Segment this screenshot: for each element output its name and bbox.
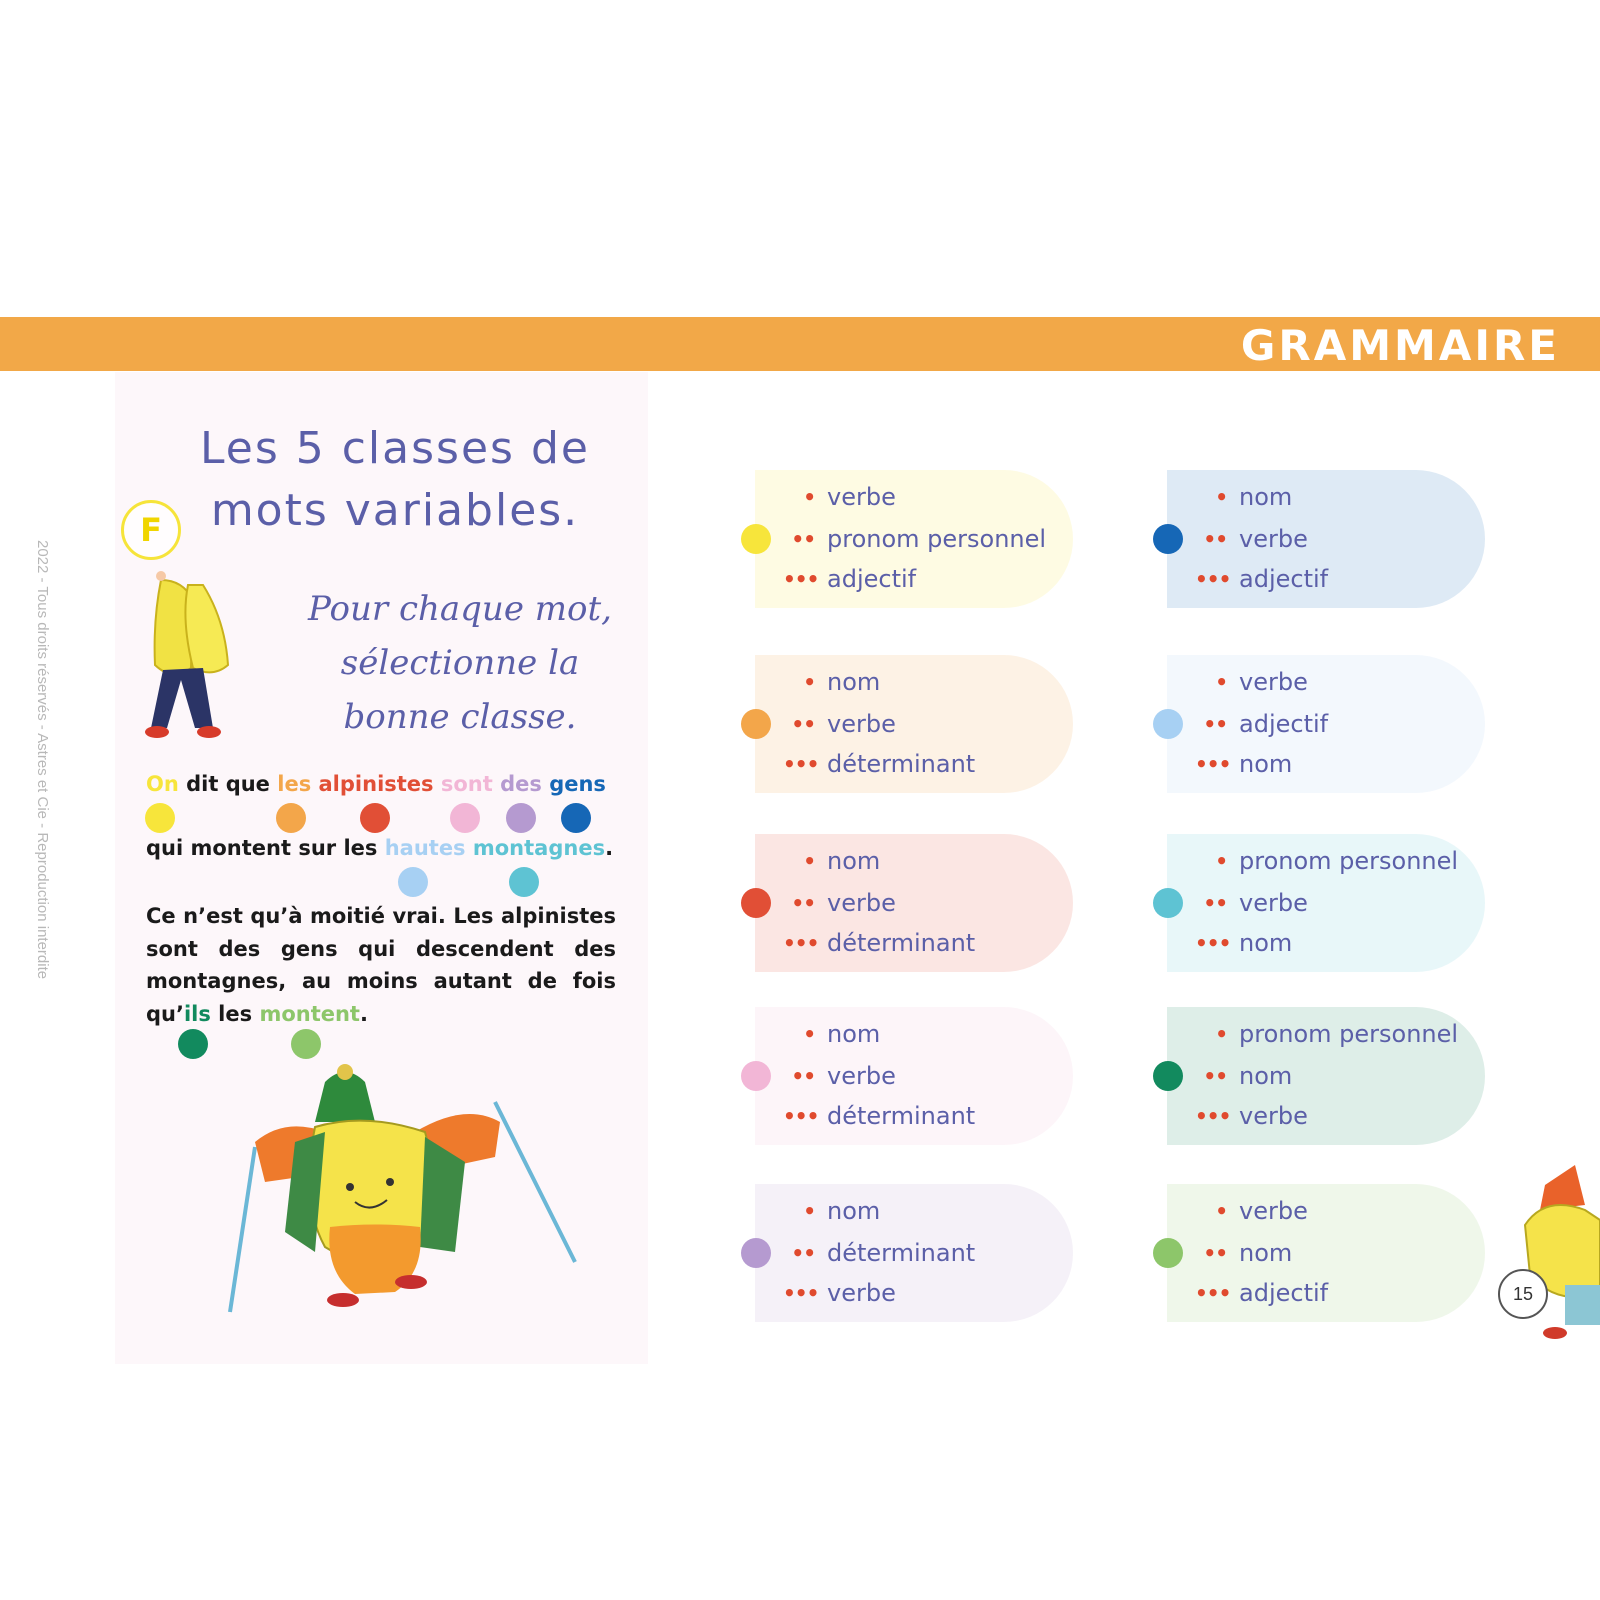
option-bullet: •• [1203, 527, 1227, 551]
example-paragraph [146, 900, 616, 1030]
paragraph-text: Ce n’est qu’à moitié vrai. Les alpinistes sont des gens qui descendent des montagnes, au moins autant de fois qu’ [146, 904, 616, 1026]
lesson-title-line2: mots variables. [210, 485, 580, 536]
option-bullet: • [1215, 1022, 1227, 1046]
answer-option[interactable] [1195, 482, 1292, 512]
answer-option[interactable] [783, 482, 896, 512]
option-label: verbe [827, 483, 896, 511]
option-label: déterminant [827, 750, 976, 778]
option-bullet: •• [1203, 712, 1227, 736]
answer-option[interactable] [783, 846, 880, 876]
option-bullet: •• [1203, 891, 1227, 915]
option-label: pronom personnel [1239, 847, 1459, 875]
instruction-text [295, 582, 625, 744]
color-marker-lightgreen [1153, 1238, 1183, 1268]
color-marker-orange [741, 709, 771, 739]
instruction-line1: Pour chaque mot, [308, 589, 612, 629]
color-marker-pink [741, 1061, 771, 1091]
space [493, 772, 500, 796]
option-bullet: • [803, 1199, 815, 1223]
option-bullet: • [1215, 1199, 1227, 1223]
answer-option[interactable] [783, 564, 916, 594]
option-label: nom [827, 1197, 881, 1225]
lesson-panel [115, 372, 648, 1364]
option-label: verbe [827, 710, 896, 738]
answer-card [755, 834, 1073, 972]
space [434, 772, 441, 796]
instruction-line3: bonne classe. [343, 697, 577, 737]
answer-option[interactable] [783, 1278, 896, 1308]
word-on[interactable]: On [146, 772, 179, 796]
answer-card [1167, 1184, 1485, 1322]
answer-card [1167, 655, 1485, 793]
answer-option[interactable] [1195, 1238, 1292, 1268]
answer-option[interactable] [1195, 846, 1458, 876]
answer-card [1167, 470, 1485, 608]
option-bullet: •• [791, 527, 815, 551]
marker-dot-blue [561, 803, 591, 833]
marker-dot-green [178, 1029, 208, 1059]
character-illustration [133, 560, 243, 750]
option-label: pronom personnel [827, 525, 1047, 553]
option-label: verbe [1239, 525, 1308, 553]
color-marker-yellow [741, 524, 771, 554]
answer-card [755, 655, 1073, 793]
option-label: déterminant [827, 1102, 976, 1130]
answer-option[interactable] [1195, 524, 1308, 554]
answer-card [755, 470, 1073, 608]
option-label: adjectif [1239, 1279, 1329, 1307]
option-label: adjectif [1239, 710, 1329, 738]
example-sentence-line2 [146, 836, 616, 860]
option-label: nom [827, 847, 881, 875]
answer-option[interactable] [1195, 1019, 1458, 1049]
option-bullet: ••• [783, 752, 819, 776]
option-label: adjectif [827, 565, 917, 593]
answer-card [755, 1184, 1073, 1322]
word-alpinistes[interactable]: alpinistes [318, 772, 434, 796]
badge-f-icon: F [121, 500, 181, 560]
option-bullet: •• [791, 712, 815, 736]
option-bullet: ••• [783, 1104, 819, 1128]
option-bullet: ••• [783, 1281, 819, 1305]
option-bullet: •• [791, 891, 815, 915]
word-montagnes[interactable]: montagnes [472, 836, 606, 860]
lesson-title [175, 418, 615, 542]
word-ils[interactable]: ils [183, 1001, 211, 1026]
sentence-text: dit que [178, 772, 278, 796]
marker-dot-lightgreen [291, 1029, 321, 1059]
option-label: verbe [827, 1279, 896, 1307]
option-label: verbe [1239, 1197, 1308, 1225]
color-marker-purple [741, 1238, 771, 1268]
answer-option[interactable] [783, 1061, 896, 1091]
answer-option[interactable] [783, 1196, 880, 1226]
answer-option[interactable] [783, 1101, 975, 1131]
option-label: nom [1239, 750, 1293, 778]
answer-option[interactable] [1195, 888, 1308, 918]
color-marker-lightblue [1153, 709, 1183, 739]
color-marker-red [741, 888, 771, 918]
option-label: verbe [1239, 668, 1308, 696]
option-bullet: • [1215, 849, 1227, 873]
word-montent[interactable]: montent [259, 1001, 360, 1026]
option-bullet: • [1215, 485, 1227, 509]
option-label: pronom personnel [1239, 1020, 1459, 1048]
option-bullet: •• [791, 1241, 815, 1265]
option-bullet: ••• [783, 567, 819, 591]
paragraph-text: . [359, 1001, 368, 1026]
option-bullet: ••• [1195, 1281, 1231, 1305]
answer-option[interactable] [1195, 749, 1292, 779]
answer-option[interactable] [783, 524, 1046, 554]
option-label: déterminant [827, 929, 976, 957]
section-header-band [0, 317, 1600, 371]
hiker-illustration [215, 1062, 595, 1322]
option-bullet: ••• [1195, 1104, 1231, 1128]
answer-option[interactable] [783, 888, 896, 918]
option-label: nom [827, 1020, 881, 1048]
option-label: déterminant [827, 1239, 976, 1267]
answer-option[interactable] [1195, 1061, 1292, 1091]
color-marker-cyan [1153, 888, 1183, 918]
answer-option[interactable] [783, 928, 975, 958]
word-les[interactable]: les [277, 772, 312, 796]
option-label: nom [1239, 1062, 1293, 1090]
answer-option[interactable] [783, 709, 896, 739]
option-bullet: • [803, 485, 815, 509]
space [311, 772, 318, 796]
option-label: verbe [827, 889, 896, 917]
word-des[interactable]: des [500, 772, 542, 796]
option-bullet: • [1215, 670, 1227, 694]
answer-option[interactable] [1195, 667, 1308, 697]
paragraph-text: les [210, 1001, 260, 1026]
marker-dot-orange [276, 803, 306, 833]
marker-dot-cyan [509, 867, 539, 897]
marker-dot-pink [450, 803, 480, 833]
answer-option[interactable] [1195, 564, 1328, 594]
answer-option[interactable] [783, 667, 880, 697]
answer-option[interactable] [1195, 709, 1328, 739]
option-label: nom [1239, 929, 1293, 957]
period: . [605, 836, 614, 860]
marker-dot-yellow [145, 803, 175, 833]
word-sont[interactable]: sont [440, 772, 493, 796]
option-label: verbe [1239, 1102, 1308, 1130]
option-bullet: • [803, 670, 815, 694]
instruction-line2: sélectionne la [340, 643, 580, 683]
option-label: verbe [827, 1062, 896, 1090]
option-bullet: ••• [1195, 752, 1231, 776]
answer-option[interactable] [783, 1019, 880, 1049]
option-label: nom [1239, 483, 1293, 511]
answer-option[interactable] [1195, 1278, 1328, 1308]
answer-option[interactable] [783, 749, 975, 779]
option-label: nom [1239, 1239, 1293, 1267]
word-gens[interactable]: gens [549, 772, 606, 796]
word-hautes[interactable]: hautes [384, 836, 466, 860]
page-number: 15 [1498, 1269, 1548, 1319]
answer-option[interactable] [1195, 1101, 1308, 1131]
answer-option[interactable] [1195, 1196, 1308, 1226]
marker-dot-purple [506, 803, 536, 833]
color-marker-blue [1153, 524, 1183, 554]
option-bullet: ••• [1195, 931, 1231, 955]
option-bullet: •• [1203, 1064, 1227, 1088]
option-bullet: ••• [1195, 567, 1231, 591]
answer-option[interactable] [783, 1238, 975, 1268]
example-sentence-line1 [146, 772, 616, 796]
answer-option[interactable] [1195, 928, 1292, 958]
section-title: GRAMMAIRE [1240, 321, 1560, 370]
option-bullet: •• [791, 1064, 815, 1088]
option-bullet: ••• [783, 931, 819, 955]
answer-card [1167, 834, 1485, 972]
option-label: nom [827, 668, 881, 696]
color-marker-green [1153, 1061, 1183, 1091]
option-bullet: •• [1203, 1241, 1227, 1265]
marker-dot-lightblue [398, 867, 428, 897]
option-label: verbe [1239, 889, 1308, 917]
marker-dot-red [360, 803, 390, 833]
option-bullet: • [803, 849, 815, 873]
answer-card [1167, 1007, 1485, 1145]
answer-card [755, 1007, 1073, 1145]
option-bullet: • [803, 1022, 815, 1046]
copyright-notice: 2022 - Tous droits réservés - Astres et Cie - Reproduction interdite [34, 540, 51, 980]
sentence-text: qui montent sur les [146, 836, 385, 860]
lesson-title-line1: Les 5 classes de [200, 423, 590, 474]
option-label: adjectif [1239, 565, 1329, 593]
space [466, 836, 473, 860]
